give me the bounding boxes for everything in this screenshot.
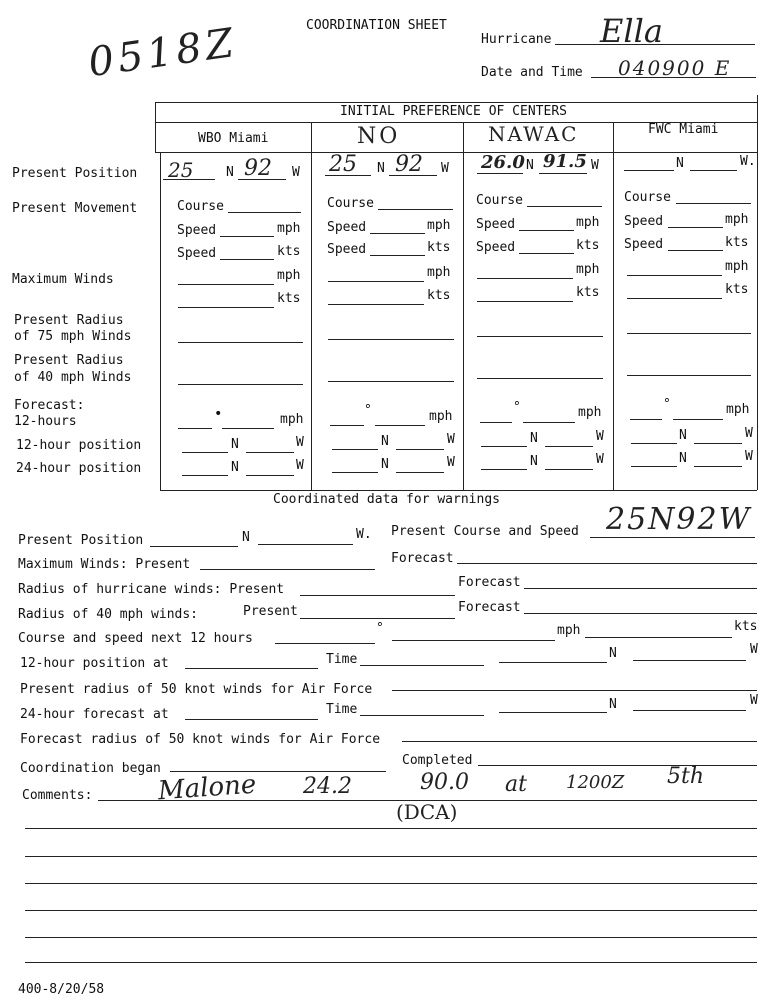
- cd-max-winds-forecast-label: Forecast: [391, 551, 454, 566]
- datetime-value: 040900 E: [618, 56, 732, 80]
- row-label-12-hours: 12-hours: [14, 414, 77, 429]
- speed-kts-label: Speed: [327, 242, 367, 257]
- pos-lat-value: 26.0: [481, 152, 525, 173]
- comment-handwriting-3: 90.0: [420, 770, 469, 795]
- forecast-mph-label: mph: [726, 402, 750, 417]
- n-label: N: [231, 460, 239, 475]
- w-label: W: [447, 455, 455, 470]
- comment-handwriting-5: 1200Z: [566, 772, 625, 793]
- max-mph-label: mph: [277, 268, 301, 283]
- cd-radius50-present-label: Present radius of 50 knot winds for Air Force: [20, 682, 373, 697]
- n-label: N: [377, 161, 385, 176]
- course-label: Course: [327, 196, 374, 211]
- kts-label: kts: [725, 235, 749, 250]
- cd-present-course-speed-label: Present Course and Speed: [391, 524, 579, 539]
- w-label: W: [750, 642, 758, 657]
- cd-present-course-speed-value: 25N92W: [606, 502, 752, 537]
- row-label-radius75-1: Present Radius: [14, 313, 124, 328]
- row-label-forecast: Forecast:: [14, 398, 85, 413]
- cd-coordination-began-label: Coordination began: [20, 761, 161, 776]
- forecast-mph-label: mph: [578, 405, 602, 420]
- max-mph-label: mph: [427, 265, 451, 280]
- forecast-mph-label: mph: [280, 412, 304, 427]
- speed-mph-label: Speed: [177, 223, 217, 238]
- column-header-no: NO: [357, 124, 401, 149]
- handwritten-advisory-time: 0518Z: [85, 19, 241, 87]
- degree-dot: •: [214, 406, 223, 422]
- table-banner: INITIAL PREFERENCE OF CENTERS: [340, 104, 567, 119]
- cd-course-speed-12-label: Course and speed next 12 hours: [18, 631, 253, 646]
- pos-lon-value: 92: [244, 156, 272, 181]
- course-label: Course: [177, 199, 224, 214]
- speed-mph-label: Speed: [327, 220, 367, 235]
- n-label: N: [676, 156, 684, 171]
- degree-symbol: °: [376, 621, 384, 636]
- max-kts-label: kts: [427, 288, 451, 303]
- datetime-label: Date and Time: [481, 65, 583, 80]
- max-kts-label: kts: [725, 282, 749, 297]
- row-label-present-movement: Present Movement: [12, 201, 138, 216]
- degree-symbol: °: [663, 397, 671, 412]
- comment-handwriting-4: at: [505, 772, 527, 797]
- speed-kts-label: Speed: [476, 240, 516, 255]
- kts-label: kts: [576, 238, 600, 253]
- w-label: W.: [740, 154, 756, 169]
- cd-24-hour-forecast-label: 24-hour forecast at: [20, 707, 169, 722]
- cd-radius-hurricane-forecast-label: Forecast: [458, 575, 521, 590]
- mph-label: mph: [557, 623, 581, 638]
- speed-kts-label: Speed: [177, 246, 217, 261]
- forecast-mph-label: mph: [429, 409, 453, 424]
- n-label: N: [530, 431, 538, 446]
- max-mph-label: mph: [576, 262, 600, 277]
- column-header-fwc-miami: FWC Miami: [648, 122, 719, 137]
- w-label: W: [292, 165, 300, 180]
- n-label: N: [679, 451, 687, 466]
- degree-symbol: °: [513, 400, 521, 415]
- max-mph-label: mph: [725, 259, 749, 274]
- column-header-nawac: NAWAC: [488, 122, 579, 146]
- n-label: N: [226, 165, 234, 180]
- row-label-radius40-1: Present Radius: [14, 353, 124, 368]
- n-label: N: [231, 437, 239, 452]
- course-label: Course: [624, 190, 671, 205]
- cd-radius40-present-label: Present: [243, 604, 298, 619]
- cd-completed-label: Completed: [402, 753, 473, 768]
- hurricane-label: Hurricane: [481, 32, 552, 47]
- comment-handwriting-7: (DCA): [396, 800, 458, 824]
- w-label: W: [591, 158, 599, 173]
- n-label: N: [609, 697, 617, 712]
- cd-radius40-forecast-label: Forecast: [458, 600, 521, 615]
- row-label-radius40-2: of 40 mph Winds: [14, 370, 132, 385]
- kts-label: kts: [277, 244, 301, 259]
- w-label: W: [745, 449, 753, 464]
- cd-radius40-label: Radius of 40 mph winds:: [18, 607, 199, 622]
- speed-mph-label: Speed: [476, 217, 516, 232]
- pos-lon-value: 92: [395, 152, 423, 177]
- cd-comments-label: Comments:: [22, 788, 93, 803]
- cd-12-hour-time-label: Time: [326, 652, 358, 667]
- n-label: N: [530, 454, 538, 469]
- n-label: N: [609, 646, 617, 661]
- n-label: N: [679, 428, 687, 443]
- degree-symbol: °: [364, 403, 372, 418]
- course-label: Course: [476, 193, 523, 208]
- w-label: W: [441, 161, 449, 176]
- w-label: W: [596, 452, 604, 467]
- n-label: N: [526, 158, 534, 173]
- kts-label: kts: [427, 240, 451, 255]
- form-title: COORDINATION SHEET: [306, 18, 447, 33]
- cd-24-hour-time-label: Time: [326, 702, 358, 717]
- coordinated-title: Coordinated data for warnings: [273, 492, 500, 507]
- pos-lon-value: 91.5: [543, 151, 587, 172]
- row-label-24-hour-position: 24-hour position: [16, 461, 142, 476]
- cd-radius50-forecast-label: Forecast radius of 50 knot winds for Air Force: [20, 732, 381, 747]
- speed-kts-label: Speed: [624, 237, 664, 252]
- n-label: N: [242, 530, 250, 545]
- form-number: 400-8/20/58: [18, 982, 105, 997]
- n-label: N: [381, 434, 389, 449]
- max-kts-label: kts: [277, 291, 301, 306]
- w-label: W: [296, 435, 304, 450]
- cd-max-winds-label: Maximum Winds: Present: [18, 557, 191, 572]
- mph-label: mph: [576, 215, 600, 230]
- row-label-radius75-2: of 75 mph Winds: [14, 329, 132, 344]
- column-header-wbo-miami: WBO Miami: [198, 131, 269, 146]
- cd-present-position-label: Present Position: [18, 533, 144, 548]
- w-label: W: [750, 693, 758, 708]
- w-label: W: [596, 429, 604, 444]
- row-label-maximum-winds: Maximum Winds: [12, 272, 114, 287]
- row-label-12-hour-position: 12-hour position: [16, 438, 142, 453]
- comment-handwriting-6: 5th: [667, 764, 705, 789]
- pos-lat-value: 25: [168, 158, 194, 182]
- max-kts-label: kts: [576, 285, 600, 300]
- speed-mph-label: Speed: [624, 214, 664, 229]
- w-label: W: [745, 426, 753, 441]
- kts-label: kts: [734, 619, 758, 634]
- cd-radius-hurricane-label: Radius of hurricane winds: Present: [18, 582, 285, 597]
- row-label-present-position: Present Position: [12, 166, 138, 181]
- mph-label: mph: [725, 212, 749, 227]
- mph-label: mph: [427, 218, 451, 233]
- pos-lat-value: 25: [329, 152, 357, 177]
- cd-12-hour-position-label: 12-hour position at: [20, 656, 169, 671]
- w-label: W: [296, 458, 304, 473]
- w-label: W.: [356, 527, 372, 542]
- n-label: N: [381, 457, 389, 472]
- comment-handwriting-1: Malone: [157, 769, 258, 807]
- comment-handwriting-2: 24.2: [303, 774, 352, 799]
- mph-label: mph: [277, 221, 301, 236]
- hurricane-name: Ella: [600, 12, 663, 50]
- w-label: W: [447, 432, 455, 447]
